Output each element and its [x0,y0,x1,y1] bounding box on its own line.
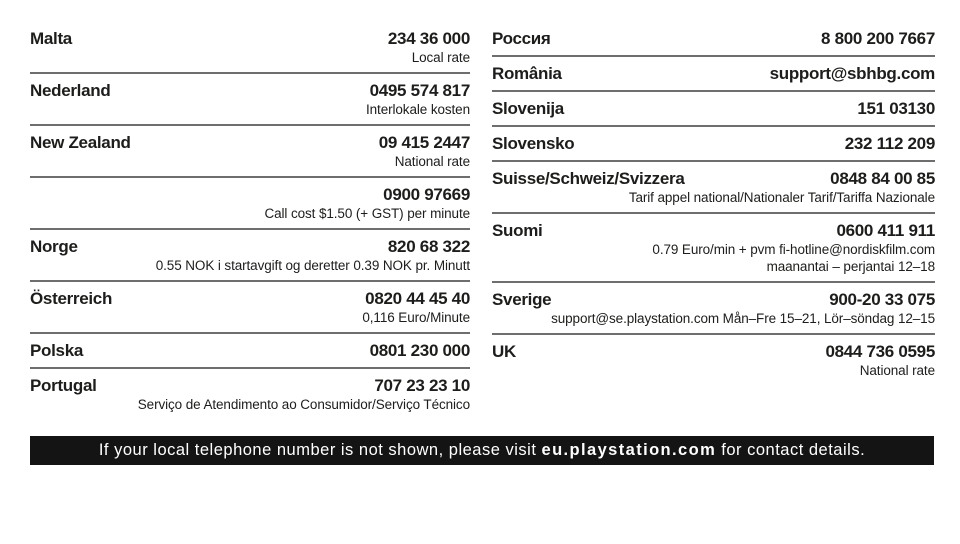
contact-rate-note: Local rate [411,50,470,65]
country-name: UK [492,342,516,361]
footer-text-before: If your local telephone number is not shown, please visit [98,441,537,459]
country-name: România [492,64,562,83]
contact-rate-note: National rate [859,363,935,378]
country-name: Suomi [492,221,543,240]
contact-entry-row [30,80,470,101]
contact-entry [492,335,935,385]
contact-number: 0801 230 000 [369,341,470,360]
contact-rate-note: maanantai – perjantai 12–18 [766,259,935,274]
contact-column-left [30,22,470,419]
contact-entry-row [492,220,935,241]
contact-number: 900-20 33 075 [829,290,935,309]
country-name: Österreich [30,289,113,308]
contact-rate-note: Serviço de Atendimento ao Consumidor/Serviço Técnico [137,397,470,412]
contact-entry [492,214,935,283]
contact-number: 09 415 2447 [378,133,470,152]
country-name: Suisse/Schweiz/Svizzera [492,169,685,188]
contact-number: 0844 736 0595 [825,342,935,361]
contact-rate-note: Interlokale kosten [365,102,470,117]
contact-number: 151 03130 [857,99,935,118]
contact-number: 0495 574 817 [369,81,470,100]
contact-rate-note: 0.55 NOK i startavgift og deretter 0.39 NOK pr. Minutt [155,258,470,273]
contact-entry-row [492,63,935,84]
contact-number: 707 23 23 10 [374,376,470,395]
contact-entry [492,57,935,92]
contact-rate-note: 0,116 Euro/Minute [362,310,470,325]
contact-entry [30,369,470,419]
country-name: Portugal [30,376,97,395]
contact-entry [30,230,470,282]
contact-entry [492,127,935,162]
contact-entry-row [492,168,935,189]
contact-rate-note: Tarif appel national/Nationaler Tarif/Tariffa Nazionale [628,190,935,205]
country-name: Norge [30,237,78,256]
country-name: Sverige [492,290,552,309]
contact-entry-row [492,28,935,49]
country-name: Россия [492,29,551,48]
contact-entry-row [492,289,935,310]
contact-number: 232 112 209 [844,134,935,153]
contact-number: 0900 97669 [383,185,470,204]
contact-entry-row [492,133,935,154]
contact-entry-row [30,132,470,153]
contact-number: 0820 44 45 40 [365,289,470,308]
contact-rate-note: National rate [394,154,470,169]
contact-entry-row [30,184,470,205]
contact-entry [30,22,470,74]
contact-column-right [492,22,935,419]
contact-rate-note: 0.79 Euro/min + pvm fi-hotline@nordiskfilm.com [652,242,935,257]
country-name: Slovenija [492,99,564,118]
country-name: Malta [30,29,72,48]
footer-notice-bar [30,436,934,465]
contact-columns [30,22,935,419]
contact-number: 0848 84 00 85 [830,169,935,188]
contact-number: 234 36 000 [387,29,470,48]
country-name: New Zealand [30,133,131,152]
country-name: Slovensko [492,134,575,153]
contact-number: 0600 411 911 [836,221,935,240]
contact-entry [492,162,935,214]
contact-entry [492,283,935,335]
contact-rate-note: Call cost $1.50 (+ GST) per minute [264,206,470,221]
contact-entry-row [492,98,935,119]
contact-number: 8 800 200 7667 [821,29,935,48]
contact-entry-row [30,288,470,309]
contact-entry-row [492,341,935,362]
country-name: Polska [30,341,84,360]
contact-entry-row [30,375,470,396]
contact-entry [30,74,470,126]
contact-rate-note: support@se.playstation.com Mån–Fre 15–21, Lör–söndag 12–15 [551,311,935,326]
contact-entry [30,282,470,334]
contact-entry [492,22,935,57]
contact-entry-row [30,28,470,49]
contact-entry-row [30,236,470,257]
contact-entry [30,126,470,178]
contact-entry [30,334,470,369]
contact-number: support@sbhbg.com [769,64,935,83]
country-name: Nederland [30,81,111,100]
contact-entry-row [30,340,470,361]
footer-website-url: eu.playstation.com [541,441,717,459]
contact-number: 820 68 322 [387,237,470,256]
footer-text-after: for contact details. [721,441,866,459]
contact-entry [30,178,470,230]
contact-entry [492,92,935,127]
